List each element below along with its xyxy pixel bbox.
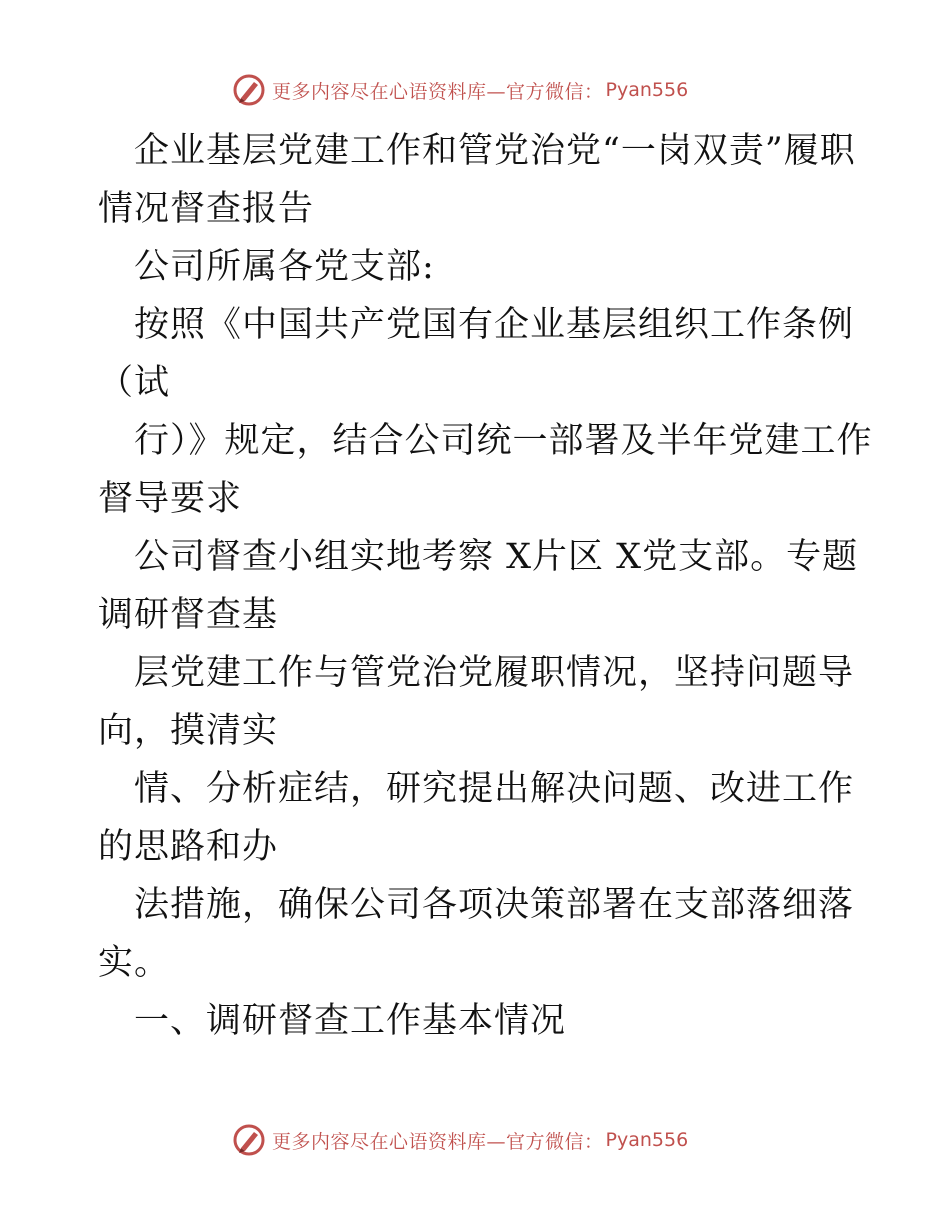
watermark-banner-bottom xyxy=(232,1120,688,1160)
watermark-text: 更多内容尽在心语资料库—官方微信： xyxy=(272,80,604,103)
document-paragraph: 公司督查小组实地考察 X片区 X党支部。专题调研督查基 xyxy=(98,537,859,635)
pen-seal-logo-icon xyxy=(232,73,266,107)
section-heading: 一、调研督查工作基本情况 xyxy=(134,1001,567,1041)
document-paragraph: 层党建工作与管党治党履职情况，坚持问题导向，摸清实 xyxy=(98,653,855,751)
document-title: 企业基层党建工作和管党治党“一岗双责”履职情况督查报告 xyxy=(98,131,856,229)
document-paragraph: 行）》规定，结合公司统一部署及半年党建工作督导要求 xyxy=(98,421,873,519)
watermark-wechat-id: Pyan556 xyxy=(605,79,689,101)
watermark-text: 更多内容尽在心语资料库—官方微信： xyxy=(272,1130,604,1153)
document-body xyxy=(98,122,888,1050)
pen-seal-logo-icon xyxy=(232,1123,266,1157)
document-paragraph: 按照《中国共产党国有企业基层组织工作条例（试 xyxy=(98,305,855,403)
watermark-banner-top xyxy=(232,70,688,110)
document-paragraph: 情、分析症结，研究提出解决问题、改进工作的思路和办 xyxy=(98,769,855,867)
watermark-wechat-id: Pyan556 xyxy=(605,1129,689,1151)
document-salutation: 公司所属各党支部: xyxy=(134,247,435,287)
document-paragraph: 法措施，确保公司各项决策部署在支部落细落实。 xyxy=(98,885,855,983)
